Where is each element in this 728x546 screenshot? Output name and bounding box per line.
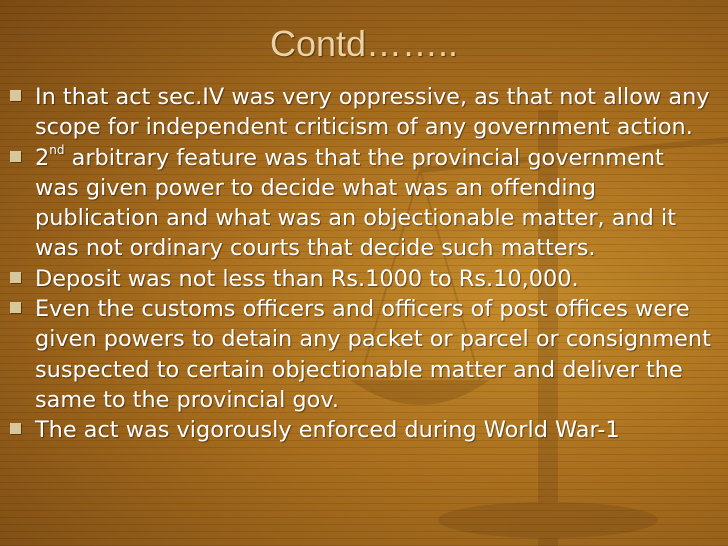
square-bullet-icon — [10, 90, 21, 101]
bullet-item — [8, 415, 713, 445]
bullet-item — [8, 143, 713, 264]
bullet-text: arbitrary feature was that the provincial government was given power to decide what was an offending publication and what was an objectionable matter, and it was not ordinary courts that decide such matters. — [35, 144, 677, 262]
bullet-item — [8, 264, 713, 294]
bullet-text: The act was vigorously enforced during World War-1 — [35, 417, 620, 444]
square-bullet-icon — [10, 302, 21, 313]
square-bullet-icon — [10, 151, 21, 162]
bullet-text: Deposit was not less than Rs.1000 to Rs.10,000. — [35, 265, 579, 292]
square-bullet-icon — [10, 272, 21, 283]
bullet-item — [8, 294, 713, 415]
bullet-text: In that act sec.IV was very oppressive, as that not allow any scope for independent criticism of any government action. — [35, 84, 710, 141]
bullet-text: Even the customs officers and officers of post offices were given powers to detain any packet or parcel or consignment suspected to certain objectionable matter and deliver the same to the provincial gov. — [35, 296, 711, 413]
bullet-list — [8, 82, 713, 446]
bullet-ordinal-suffix: nd — [49, 143, 65, 158]
bullet-item — [8, 82, 713, 143]
square-bullet-icon — [10, 423, 21, 434]
slide-title: Contd…….. — [269, 23, 459, 64]
bullet-ordinal: 2 — [35, 144, 50, 171]
